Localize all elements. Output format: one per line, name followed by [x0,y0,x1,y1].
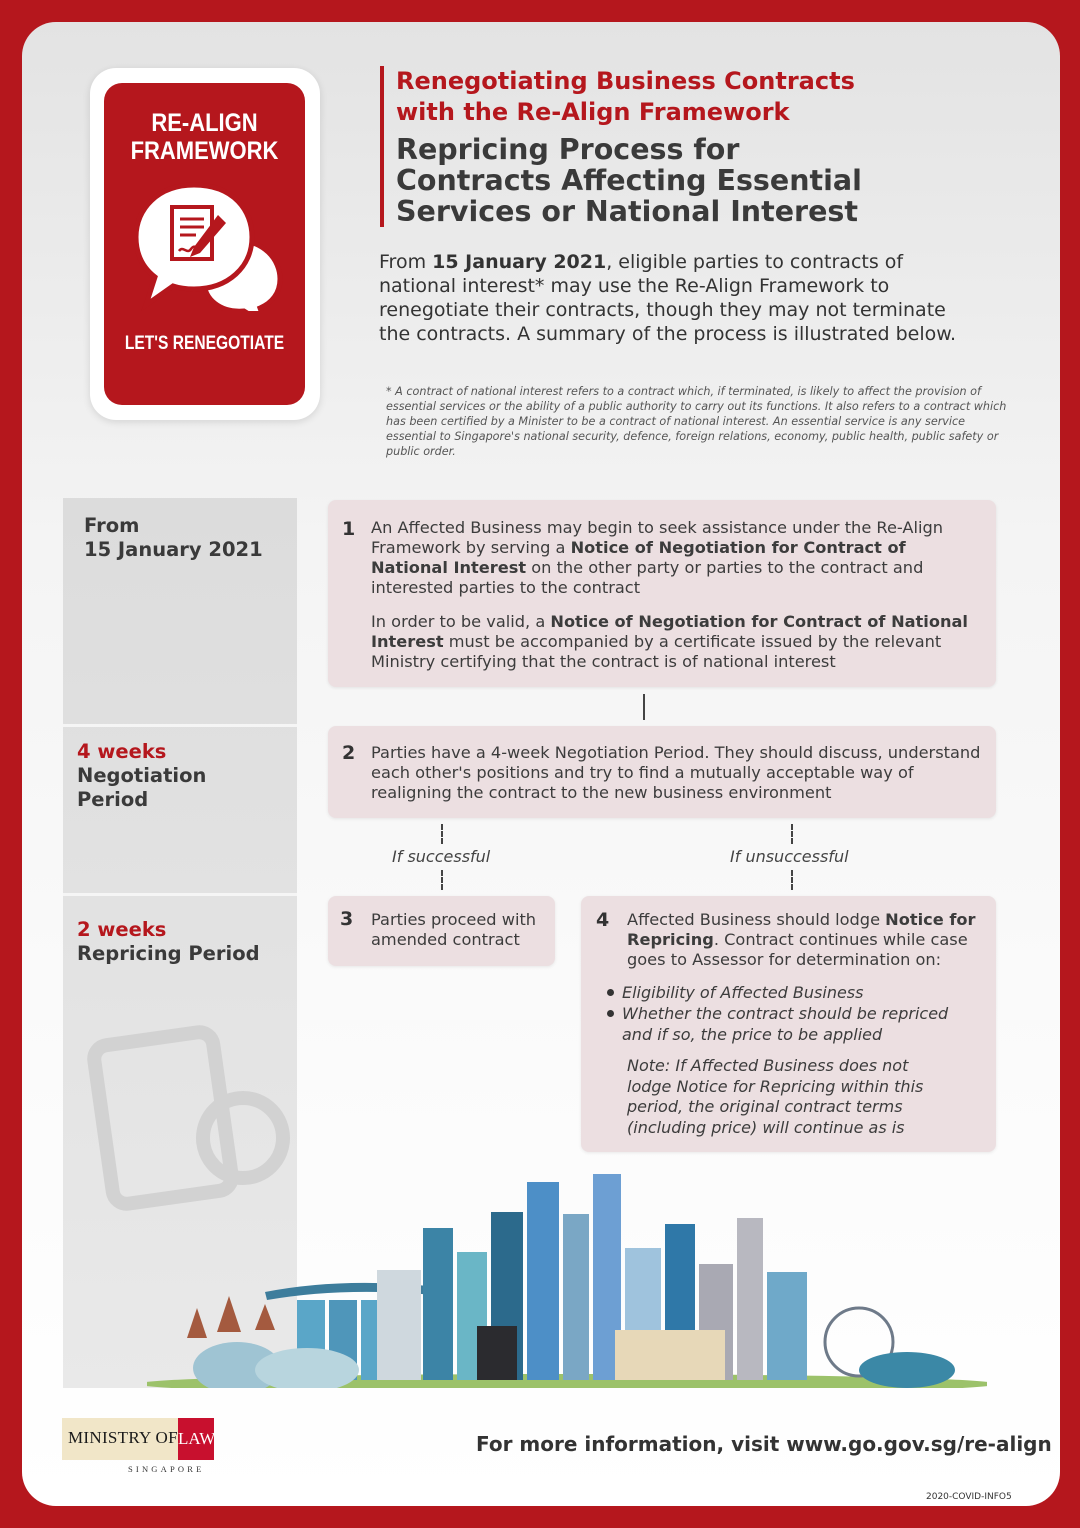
phase2-weeks: 4 weeks [77,740,167,763]
page-title [396,134,1036,227]
page-title-line1: Repricing Process for [396,133,740,166]
document-code: 2020-COVID-INFO5 [926,1492,1012,1502]
speech-bubbles-contract-icon [134,181,284,311]
step4-c: . Contract continues while case goes to Assessor for determination on: [627,930,968,969]
logo-ministry-text: MINISTRY OF [68,1428,178,1447]
footnote: * A contract of national interest refers to a contract which, if terminated, is likely to affect the provision of essential services or the ability of a public authority to carry out its functions. It also refers to a contract which has been certified by a Minister to be a contract of national interest. An essential service is any service essential to Singapore's national security, defence, foreign relations, economy, public health, public safety or public order. [386,385,1007,458]
realign-badge [90,68,320,420]
header-subtitle [396,66,1036,128]
header-subtitle-line2: with the Re-Align Framework [396,98,790,126]
badge-title-line1: RE-ALIGN [151,109,258,137]
phase1-line1: From [84,514,140,537]
step4-a: Affected Business should lodge [627,910,886,929]
branch-successful-label: If successful [392,847,491,866]
logo-law-text: LAW [178,1418,214,1460]
singapore-skyline-illustration [147,1172,987,1388]
page-header [380,66,1036,227]
phase2-line2: Period [77,788,149,811]
phase2-label [77,740,206,812]
branch-unsuccessful-label: If unsuccessful [730,847,849,866]
intro-before: From [379,251,433,273]
intro-paragraph [379,250,959,346]
step3-number: 3 [340,908,354,930]
phase1-label [84,514,263,562]
step4-bullet: Eligibility of Affected Business [605,982,975,1003]
phase3-line1: Repricing Period [77,942,260,965]
step4-bullet: Whether the contract should be repriced and if so, the price to be applied [605,1003,975,1045]
connector-dashed-line [791,870,793,890]
more-info-link[interactable]: For more information, visit www.go.gov.sg/re-align [476,1432,1052,1456]
step1-p2a: In order to be valid, a [371,612,551,631]
step4-note: Note: If Affected Business does not lodge Notice for Repricing within this period, the original contract terms (including price) will continue as is [627,1056,924,1137]
infographic-card [22,22,1060,1506]
step2-text: Parties have a 4-week Negotiation Period. They should discuss, understand each other's positions and try to find a mutually acceptable way of realigning the contract to the new business environment [371,743,981,802]
badge-tagline: LET'S RENEGOTIATE [124,333,285,354]
badge-panel [104,83,305,405]
step3-text: Parties proceed with amended contract [371,910,537,949]
connector-dashed-line [441,824,443,844]
badge-title-line2: FRAMEWORK [130,137,279,165]
step1-p2b: Notice of Negotiation for Contract of National Interest [371,612,968,651]
step4-b: Notice for Repricing [627,910,976,949]
connector-dashed-line [791,824,793,844]
intro-after: , eligible parties to contracts of national interest* may use the Re-Align Framework to renegotiate their contracts, though they may not terminate the contracts. A summary of the process is illustrated below. [379,251,957,345]
phase2-line1: Negotiation [77,764,207,787]
header-subtitle-line1: Renegotiating Business Contracts [396,67,855,95]
step1-para2 [371,612,971,672]
step4-bullet-list [605,982,975,1045]
step1-number: 1 [342,518,356,540]
timeline-divider [63,724,297,727]
intro-date: 15 January 2021 [432,251,607,273]
logo-country-text: SINGAPORE [128,1464,205,1474]
step1-para1 [371,518,983,598]
ministry-of-law-logo [62,1418,217,1478]
timeline-divider [63,893,297,896]
phase3-label [77,918,260,966]
step4-text [627,910,982,970]
phase3-weeks: 2 weeks [77,918,167,941]
connector-line [643,694,645,720]
step1-p1a: An Affected Business may begin to seek assistance under the Re-Align Framework by serving a [371,518,943,557]
step1-p1c: on the other party or parties to the contract and interested parties to the contract [371,558,924,597]
phase1-line2: 15 January 2021 [84,538,263,561]
step2-number: 2 [342,742,356,764]
badge-title [116,109,293,165]
step1-p1b: Notice of Negotiation for Contract of National Interest [371,538,906,577]
page-title-line3: Services or National Interest [396,195,859,228]
step1-p2c: must be accompanied by a certificate issued by the relevant Ministry certifying that the contract is of national interest [371,632,942,671]
page-title-line2: Contracts Affecting Essential [396,164,862,197]
step4-number: 4 [596,909,610,931]
connector-dashed-line [441,870,443,890]
